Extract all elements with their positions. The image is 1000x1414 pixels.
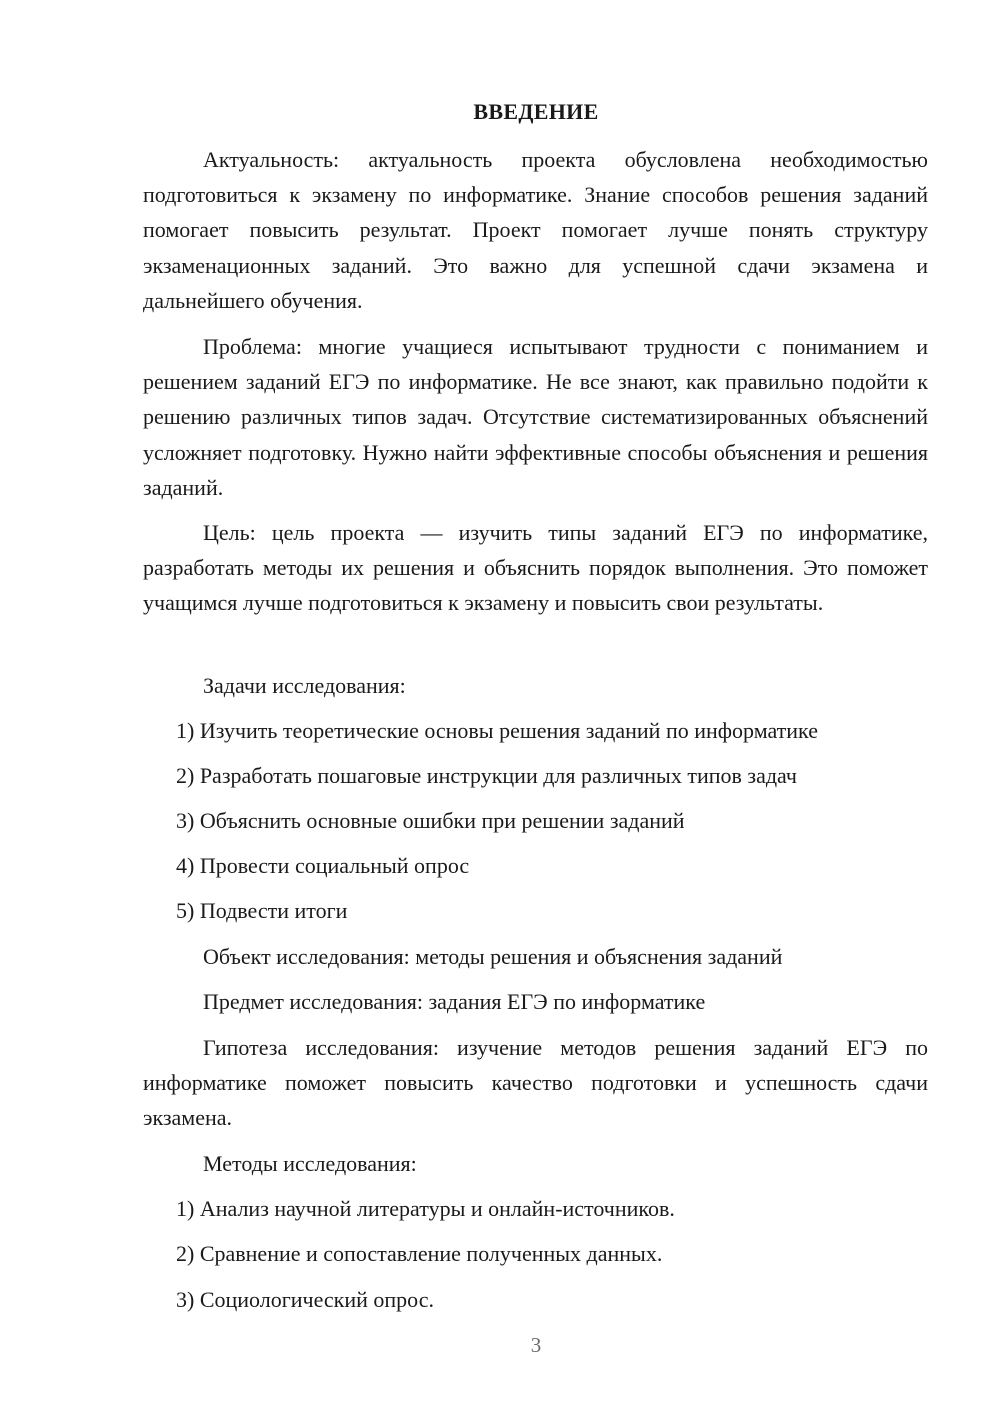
paragraph-relevance: Актуальность: актуальность проекта обусловлена необходимостью подготовиться к экзамену по информатике. Знание способов решения заданий помогает повысить результат. Проект помогает лучше понять структуру экзаменационных заданий. Это важно для успешной сдачи экзамена и дальнейшего обучения. bbox=[143, 147, 928, 313]
methods-heading: Методы исследования: bbox=[203, 1151, 417, 1176]
method-item-3: 3) Социологический опрос. bbox=[176, 1287, 434, 1312]
research-object: Объект исследования: методы решения и объяснения заданий bbox=[203, 944, 783, 969]
task-item-1: 1) Изучить теоретические основы решения заданий по информатике bbox=[176, 718, 818, 743]
method-item-1: 1) Анализ научной литературы и онлайн-источников. bbox=[176, 1196, 675, 1221]
page-number: 3 bbox=[530, 1333, 542, 1357]
task-item-4: 4) Провести социальный опрос bbox=[176, 853, 470, 878]
method-item-2: 2) Сравнение и сопоставление полученных данных. bbox=[176, 1241, 663, 1266]
section-heading: ВВЕДЕНИЕ bbox=[473, 99, 599, 124]
research-subject: Предмет исследования: задания ЕГЭ по информатике bbox=[203, 989, 706, 1014]
tasks-heading: Задачи исследования: bbox=[203, 673, 406, 698]
task-item-5: 5) Подвести итоги bbox=[176, 898, 348, 923]
paragraph-problem: Проблема: многие учащиеся испытывают трудности с пониманием и решением заданий ЕГЭ по информатике. Не все знают, как правильно подойти к решению различных типов задач. Отсутствие систематизированных объяснений усложняет подготовку. Нужно найти эффективные способы объяснения и решения заданий. bbox=[143, 334, 928, 500]
paragraph-hypothesis: Гипотеза исследования: изучение методов решения заданий ЕГЭ по информатике поможет повысить качество подготовки и успешность сдачи экзамена. bbox=[143, 1035, 928, 1131]
task-item-3: 3) Объяснить основные ошибки при решении заданий bbox=[176, 808, 685, 833]
paragraph-goal: Цель: цель проекта — изучить типы заданий ЕГЭ по информатике, разработать методы их решения и объяснить порядок выполнения. Это поможет учащимся лучше подготовиться к экзамену и повысить свои результаты. bbox=[143, 520, 928, 616]
task-item-2: 2) Разработать пошаговые инструкции для различных типов задач bbox=[176, 763, 797, 788]
